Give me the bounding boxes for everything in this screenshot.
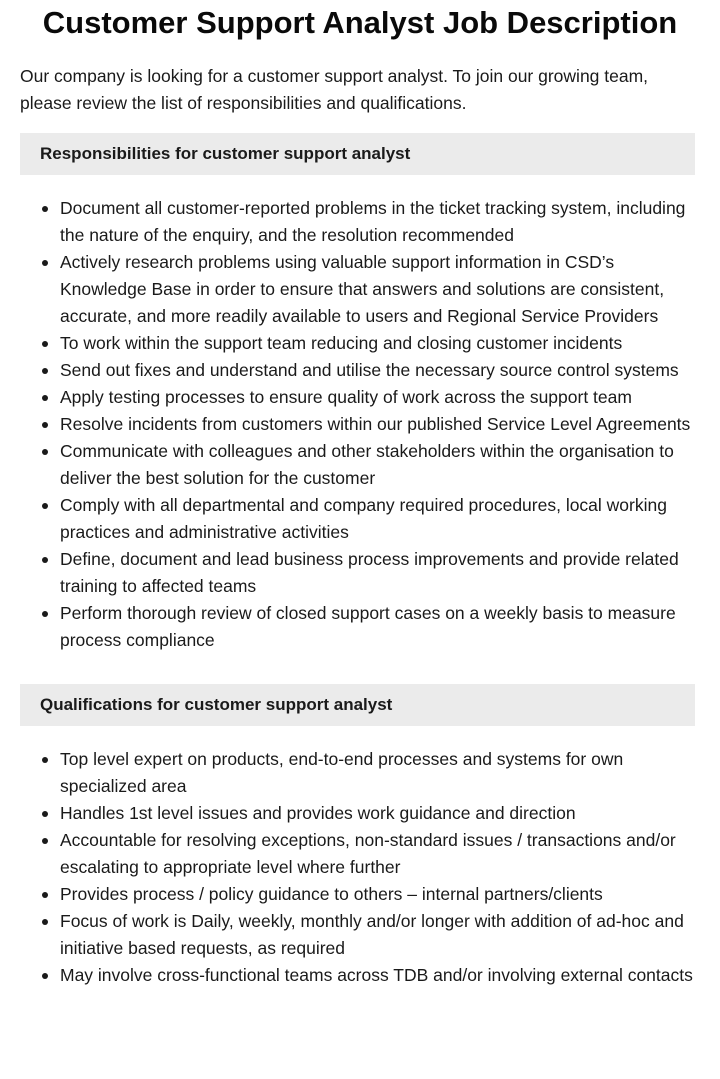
list-item: Document all customer-reported problems in the ticket tracking system, including the nature of the enquiry, and the resolution recommended [60,195,700,249]
responsibilities-list [20,195,700,654]
list-item: Resolve incidents from customers within our published Service Level Agreements [60,411,700,438]
list-item: To work within the support team reducing and closing customer incidents [60,330,700,357]
responsibilities-heading: Responsibilities for customer support analyst [20,133,695,175]
list-item: Communicate with colleagues and other stakeholders within the organisation to deliver the best solution for the customer [60,438,700,492]
list-item: Accountable for resolving exceptions, non-standard issues / transactions and/or escalating to appropriate level where further [60,827,700,881]
list-item: Actively research problems using valuable support information in CSD’s Knowledge Base in order to ensure that answers and solutions are consistent, accurate, and more readily available to users and Regional Service Providers [60,249,700,330]
list-item: Define, document and lead business process improvements and provide related training to affected teams [60,546,700,600]
list-item: Top level expert on products, end-to-end processes and systems for own specialized area [60,746,700,800]
qualifications-heading: Qualifications for customer support analyst [20,684,695,726]
list-item: Handles 1st level issues and provides work guidance and direction [60,800,700,827]
list-item: Apply testing processes to ensure quality of work across the support team [60,384,700,411]
list-item: Perform thorough review of closed support cases on a weekly basis to measure process compliance [60,600,700,654]
list-item: Send out fixes and understand and utilise the necessary source control systems [60,357,700,384]
list-item: Provides process / policy guidance to others – internal partners/clients [60,881,700,908]
page-title: Customer Support Analyst Job Description [42,5,678,40]
list-item: May involve cross-functional teams across TDB and/or involving external contacts [60,962,700,989]
intro-paragraph: Our company is looking for a customer support analyst. To join our growing team, please review the list of responsibilities and qualifications. [20,66,649,113]
list-item: Focus of work is Daily, weekly, monthly and/or longer with addition of ad-hoc and initiative based requests, as required [60,908,700,962]
qualifications-list [20,746,700,989]
list-item: Comply with all departmental and company required procedures, local working practices and administrative activities [60,492,700,546]
